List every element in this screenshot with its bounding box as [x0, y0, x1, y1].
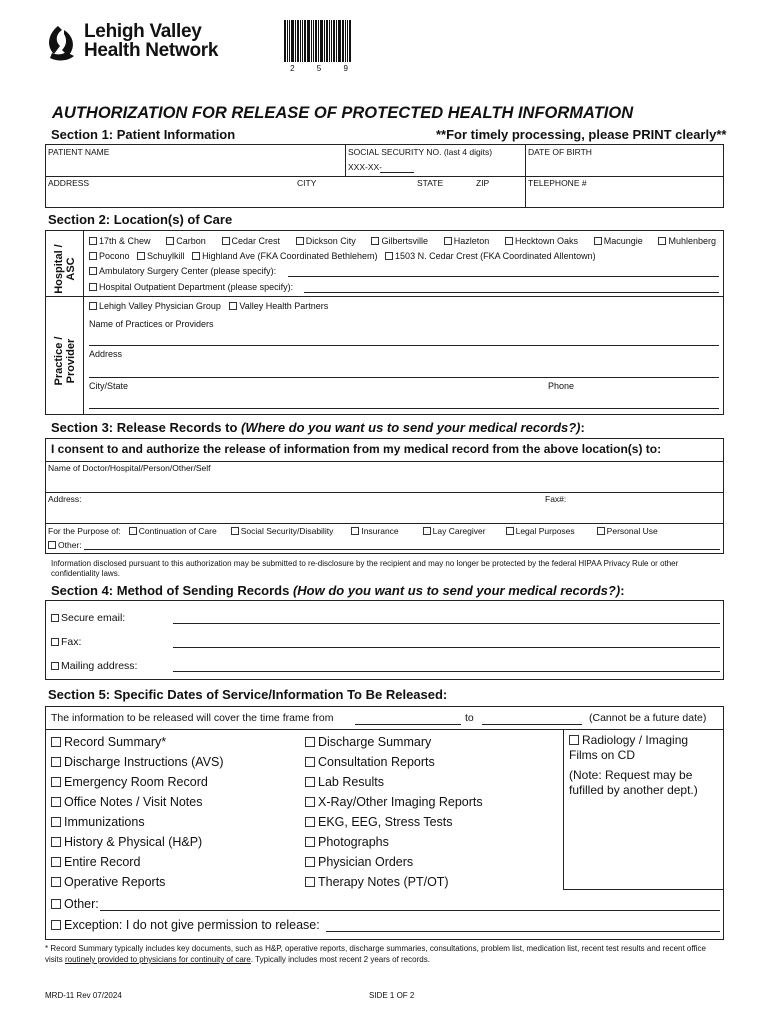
practice-city-label: City/State: [89, 381, 129, 391]
method-secure-email[interactable]: Secure email:: [51, 612, 125, 624]
section1-note: **For timely processing, please PRINT clearly**: [436, 127, 727, 142]
address-label: ADDRESS: [48, 178, 90, 188]
release-option[interactable]: Discharge Instructions (AVS): [51, 752, 224, 772]
radiology-note: (Note: Request may be fufilled by another dept.): [569, 768, 698, 797]
location-box: [45, 230, 724, 415]
ssn-prefix: XXX-XX-: [348, 162, 383, 172]
purpose-option[interactable]: Legal Purposes: [506, 526, 575, 536]
hospital-option[interactable]: Dickson City: [296, 236, 356, 246]
practice-option-vhp[interactable]: Valley Health Partners: [229, 301, 328, 311]
purpose-option[interactable]: Insurance: [351, 526, 398, 536]
consent-text: I consent to and authorize the release of information from my medical record from the above location(s) to:: [51, 442, 662, 456]
purpose-label: For the Purpose of:: [48, 526, 121, 536]
purpose-option[interactable]: Social Security/Disability: [231, 526, 334, 536]
recipient-address-label: Address:: [48, 494, 82, 504]
footnote: * Record Summary typically includes key documents, such as H&P, operative reports, discharge summaries, consultations, problem list, medication list, recent test results and recent office visits routinely provided to physicians for continuity of care. Typically includes most recent 2 years of records.: [45, 944, 706, 964]
release-other[interactable]: Other:: [51, 897, 99, 911]
asc-option[interactable]: Ambulatory Surgery Center (please specify):: [89, 266, 276, 276]
hopd-option[interactable]: Hospital Outpatient Department (please specify):: [89, 282, 293, 292]
section1-heading: Section 1: Patient Information: [51, 127, 236, 142]
practice-options: [89, 301, 328, 311]
patient-name-label: PATIENT NAME: [48, 147, 110, 157]
release-option[interactable]: History & Physical (H&P): [51, 832, 224, 852]
telephone-label: TELEPHONE #: [528, 178, 587, 188]
release-box: [45, 706, 724, 940]
method-mailing-address[interactable]: Mailing address:: [51, 660, 137, 672]
logo-line-1: Lehigh Valley: [84, 21, 202, 42]
patient-info-box: [45, 144, 724, 208]
release-option[interactable]: EKG, EEG, Stress Tests: [305, 812, 483, 832]
release-option[interactable]: X-Ray/Other Imaging Reports: [305, 792, 483, 812]
form-id: MRD-11 Rev 07/2024: [45, 991, 122, 1000]
radiology-option[interactable]: Radiology / Imaging Films on CD: [569, 733, 689, 762]
recipient-fax-label: Fax#:: [545, 494, 567, 504]
hospital-option[interactable]: Highland Ave (FKA Coordinated Bethlehem): [192, 251, 377, 261]
hospital-option[interactable]: Hazleton: [444, 236, 490, 246]
barcode-number: 2 5 9: [290, 64, 358, 73]
release-option[interactable]: Therapy Notes (PT/OT): [305, 872, 483, 892]
dob-label: DATE OF BIRTH: [528, 147, 592, 157]
release-column-1: [51, 732, 224, 892]
method-box: [45, 600, 724, 680]
release-option[interactable]: Physician Orders: [305, 852, 483, 872]
hospital-label: Hospital / ASC: [53, 244, 77, 294]
timeframe-note: (Cannot be a future date): [589, 712, 707, 724]
hospital-option[interactable]: Gilbertsville: [371, 236, 428, 246]
release-option[interactable]: Office Notes / Visit Notes: [51, 792, 224, 812]
page-number: SIDE 1 OF 2: [369, 991, 415, 1000]
release-option[interactable]: Record Summary*: [51, 732, 224, 752]
purpose-other[interactable]: Other:: [48, 540, 82, 550]
lvhn-logo-icon: [44, 24, 78, 62]
recipient-label: Name of Doctor/Hospital/Person/Other/Self: [48, 463, 211, 473]
lvhn-logo: [44, 22, 234, 66]
hospital-option[interactable]: Cedar Crest: [222, 236, 281, 246]
practice-address-label: Address: [89, 349, 123, 359]
section5-heading: Section 5: Specific Dates of Service/Information To Be Released:: [48, 687, 448, 702]
release-option[interactable]: Entire Record: [51, 852, 224, 872]
release-column-2: [305, 732, 483, 892]
barcode-bars: [284, 20, 364, 62]
hospital-option[interactable]: Hecktown Oaks: [505, 236, 578, 246]
release-option[interactable]: Operative Reports: [51, 872, 224, 892]
release-exception[interactable]: Exception: I do not give permission to release:: [51, 918, 320, 932]
purpose-row: [48, 526, 720, 536]
hospital-option[interactable]: Macungie: [594, 236, 643, 246]
release-option[interactable]: Immunizations: [51, 812, 224, 832]
practice-name-label: Name of Practices or Providers: [89, 319, 214, 329]
release-option[interactable]: Consultation Reports: [305, 752, 483, 772]
purpose-option[interactable]: Personal Use: [597, 526, 658, 536]
hospital-option[interactable]: 1503 N. Cedar Crest (FKA Coordinated Allentown): [385, 251, 596, 261]
section3-heading: Section 3: Release Records to (Where do you want us to send your medical records?):: [51, 420, 585, 435]
timeframe-to: to: [465, 712, 474, 724]
zip-label: ZIP: [476, 178, 490, 188]
purpose-option[interactable]: Continuation of Care: [129, 526, 217, 536]
city-label: CITY: [297, 178, 317, 188]
section4-heading: Section 4: Method of Sending Records (How do you want us to send your medical records?):: [51, 583, 625, 598]
section2-heading: Section 2: Location(s) of Care: [48, 212, 233, 227]
practice-option-lvpg[interactable]: Lehigh Valley Physician Group: [89, 301, 221, 311]
ssn-label: SOCIAL SECURITY NO. (last 4 digits): [348, 147, 493, 157]
logo-line-2: Health Network: [84, 40, 219, 61]
practice-label: Practice / Provider: [53, 336, 77, 386]
hospital-option[interactable]: Pocono: [89, 251, 130, 261]
release-option[interactable]: Emergency Room Record: [51, 772, 224, 792]
hospital-row-2: [89, 251, 601, 261]
barcode: [284, 20, 364, 73]
state-label: STATE: [417, 178, 444, 188]
hospital-option[interactable]: Schuylkill: [137, 251, 185, 261]
form-title: AUTHORIZATION FOR RELEASE OF PROTECTED HEALTH INFORMATION: [52, 104, 634, 122]
hospital-option[interactable]: Muhlenberg: [658, 236, 716, 246]
release-option[interactable]: Discharge Summary: [305, 732, 483, 752]
release-option[interactable]: Photographs: [305, 832, 483, 852]
purpose-option[interactable]: Lay Caregiver: [423, 526, 486, 536]
disclaimer-text: Information disclosed pursuant to this authorization may be submitted to re-disclosure by the recipient and may no longer be protected by the federal HIPAA Privacy Rule or other confidentiality laws.: [51, 559, 679, 578]
method-fax[interactable]: Fax:: [51, 636, 81, 648]
recipient-box: [45, 438, 724, 554]
hospital-option[interactable]: Carbon: [166, 236, 206, 246]
hospital-row-1: [89, 236, 721, 246]
practice-phone-label: Phone: [548, 381, 575, 391]
hospital-option[interactable]: 17th & Chew: [89, 236, 151, 246]
release-option[interactable]: Lab Results: [305, 772, 483, 792]
radiology-box: [563, 729, 724, 890]
timeframe-text: The information to be released will cover the time frame from: [51, 712, 334, 724]
